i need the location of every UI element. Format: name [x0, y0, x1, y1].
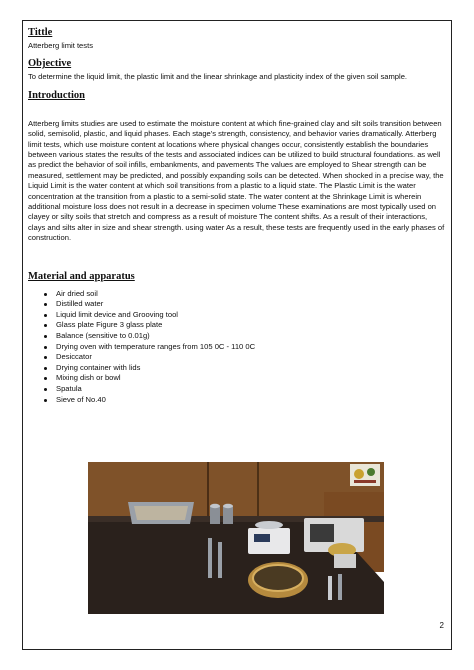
materials-list-item: Distilled water — [42, 299, 446, 310]
page-number: 2 — [439, 621, 444, 630]
materials-list-item: Spatula — [42, 384, 446, 395]
materials-list-item: Balance (sensitive to 0.01g) — [42, 331, 446, 342]
introduction-text: Atterberg limits studies are used to estimate the moisture content at which fine-grained clay and silt soils transition between solid, semisolid, plastic, and liquid phases. Each stage's strength, consistency, and behavior varies dramatically. Atterberg limit tests, which use moisture content at locations where physical changes occur, consistently establish the boundaries between various states the results of the tests and associated indices can be utilized to build structural foundations. as well as predict the behavior of soil infills, embankments, and pavements The values are employed to Shear strength can be measured, settlement may be predicted, and possibly expanding soils can be detected. When shocked in a precise way, the Liquid Limit is the water content at which soil transitions from a plastic to a liquid state. The Plastic Limit is the water concentration at the transition from a plastic to a semi-solid state. The water content at the Shrinkage Limit is wherein additional moisture loss does not result in a decrease in specimen volume These examinations are most typically used on clayey or silty soils that stretch and compress as a result of moisture The content shifts. As a result of their interactions, clays and silts alter in size and shear strength. using water As a result, these tests are frequently used in the early phases of construction. — [28, 118, 445, 243]
title-heading: Tittle — [28, 27, 53, 38]
materials-list-item: Glass plate Figure 3 glass plate — [42, 320, 446, 331]
materials-list-item: Liquid limit device and Grooving tool — [42, 310, 446, 321]
materials-list-item: Desiccator — [42, 352, 446, 363]
materials-list — [28, 289, 446, 406]
introduction-heading: Introduction — [28, 89, 85, 101]
materials-list-item: Mixing dish or bowl — [42, 373, 446, 384]
title-text: Atterberg limit tests — [28, 41, 93, 50]
page-content — [28, 26, 446, 405]
materials-list-item: Drying oven with temperature ranges from 105 0C - 110 0C — [42, 342, 446, 353]
materials-list-item: Drying container with lids — [42, 363, 446, 374]
materials-list-item: Air dried soil — [42, 289, 446, 300]
materials-heading: Material and apparatus — [28, 270, 135, 282]
materials-list-item: Sieve of No.40 — [42, 395, 446, 406]
lab-equipment-photo — [88, 462, 384, 614]
objective-heading: Objective — [28, 58, 72, 70]
objective-text: To determine the liquid limit, the plastic limit and the linear shrinkage and plasticity index of the given soil sample. — [28, 72, 408, 82]
